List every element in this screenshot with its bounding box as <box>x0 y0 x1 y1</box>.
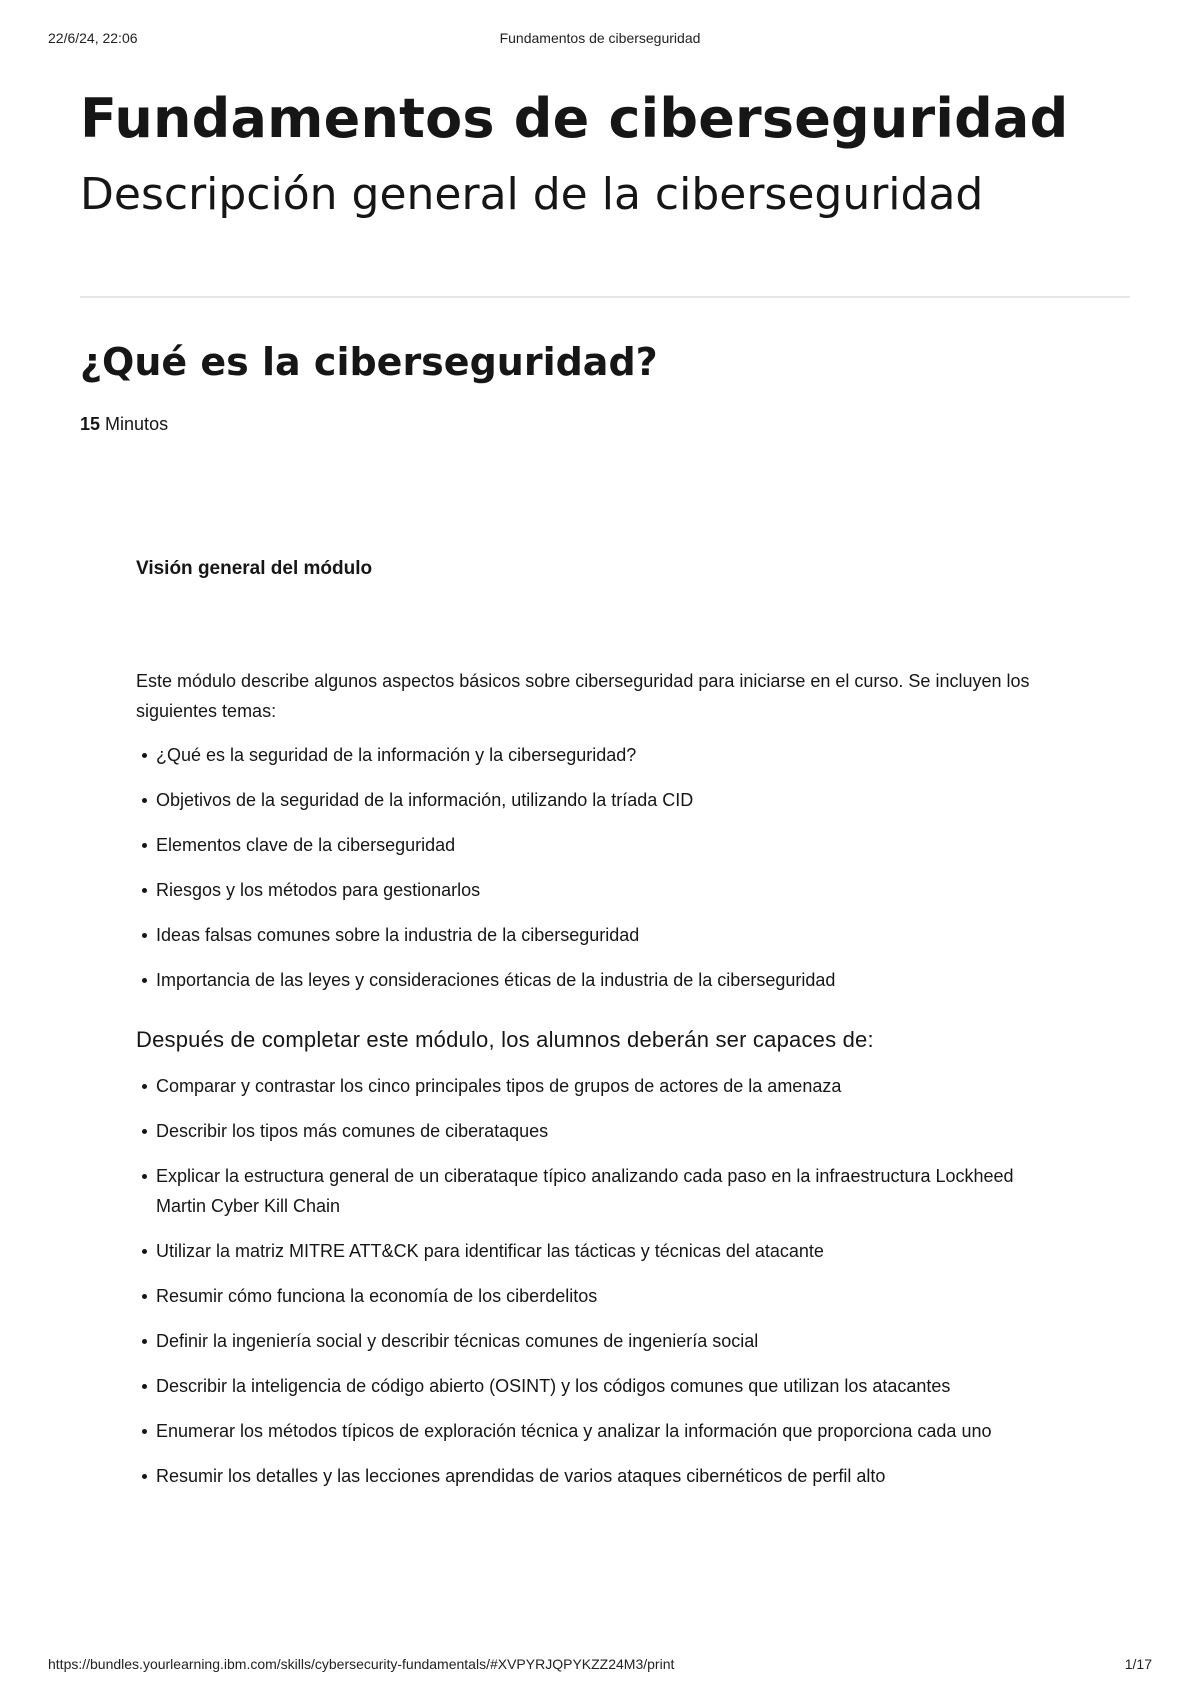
list-item: ¿Qué es la seguridad de la información y la ciberseguridad? <box>136 740 1056 770</box>
print-date: 22/6/24, 22:06 <box>48 30 138 46</box>
lesson-title: ¿Qué es la ciberseguridad? <box>80 340 658 384</box>
lesson-duration <box>80 412 1130 436</box>
topics-list <box>136 740 1056 995</box>
list-item: Elementos clave de la ciberseguridad <box>136 830 1056 860</box>
print-footer <box>48 1656 1152 1676</box>
module-overview <box>136 556 1056 1506</box>
list-item: Resumir cómo funciona la economía de los ciberdelitos <box>136 1281 1056 1311</box>
section-title: Descripción general de la ciberseguridad <box>80 169 984 220</box>
duration-unit: Minutos <box>105 414 169 434</box>
list-item: Riesgos y los métodos para gestionarlos <box>136 875 1056 905</box>
module-heading: Visión general del módulo <box>136 558 373 579</box>
list-item: Definir la ingeniería social y describir técnicas comunes de ingeniería social <box>136 1326 1056 1356</box>
course-title: Fundamentos de ciberseguridad <box>80 87 1069 150</box>
list-item: Importancia de las leyes y consideraciones éticas de la industria de la ciberseguridad <box>136 965 1056 995</box>
print-document-title: Fundamentos de ciberseguridad <box>499 30 701 46</box>
print-header <box>48 30 1152 50</box>
outcomes-list <box>136 1071 1056 1491</box>
page-content <box>80 82 1130 436</box>
list-item: Describir la inteligencia de código abierto (OSINT) y los códigos comunes que utilizan los atacantes <box>136 1371 1056 1401</box>
list-item: Ideas falsas comunes sobre la industria de la ciberseguridad <box>136 920 1056 950</box>
list-item: Enumerar los métodos típicos de exploración técnica y analizar la información que proporciona cada uno <box>136 1416 1056 1446</box>
list-item: Describir los tipos más comunes de ciberataques <box>136 1116 1056 1146</box>
list-item: Comparar y contrastar los cinco principales tipos de grupos de actores de la amenaza <box>136 1071 1056 1101</box>
list-item: Explicar la estructura general de un ciberataque típico analizando cada paso en la infraestructura Lockheed Martin Cyber Kill Chain <box>136 1161 1056 1221</box>
page-number: 1/17 <box>1124 1656 1152 1672</box>
list-item: Objetivos de la seguridad de la información, utilizando la tríada CID <box>136 785 1056 815</box>
duration-value: 15 <box>80 414 101 434</box>
list-item: Resumir los detalles y las lecciones aprendidas de varios ataques cibernéticos de perfil alto <box>136 1461 1056 1491</box>
print-url: https://bundles.yourlearning.ibm.com/skills/cybersecurity-fundamentals/#XVPYRJQPYKZZ24M3/print <box>48 1656 675 1672</box>
module-intro: Este módulo describe algunos aspectos básicos sobre ciberseguridad para iniciarse en el curso. Se incluyen los siguientes temas: <box>136 671 1030 721</box>
outcomes-heading: Después de completar este módulo, los alumnos deberán ser capaces de: <box>136 1027 874 1052</box>
list-item: Utilizar la matriz MITRE ATT&CK para identificar las tácticas y técnicas del atacante <box>136 1236 1056 1266</box>
section-divider <box>80 296 1130 298</box>
